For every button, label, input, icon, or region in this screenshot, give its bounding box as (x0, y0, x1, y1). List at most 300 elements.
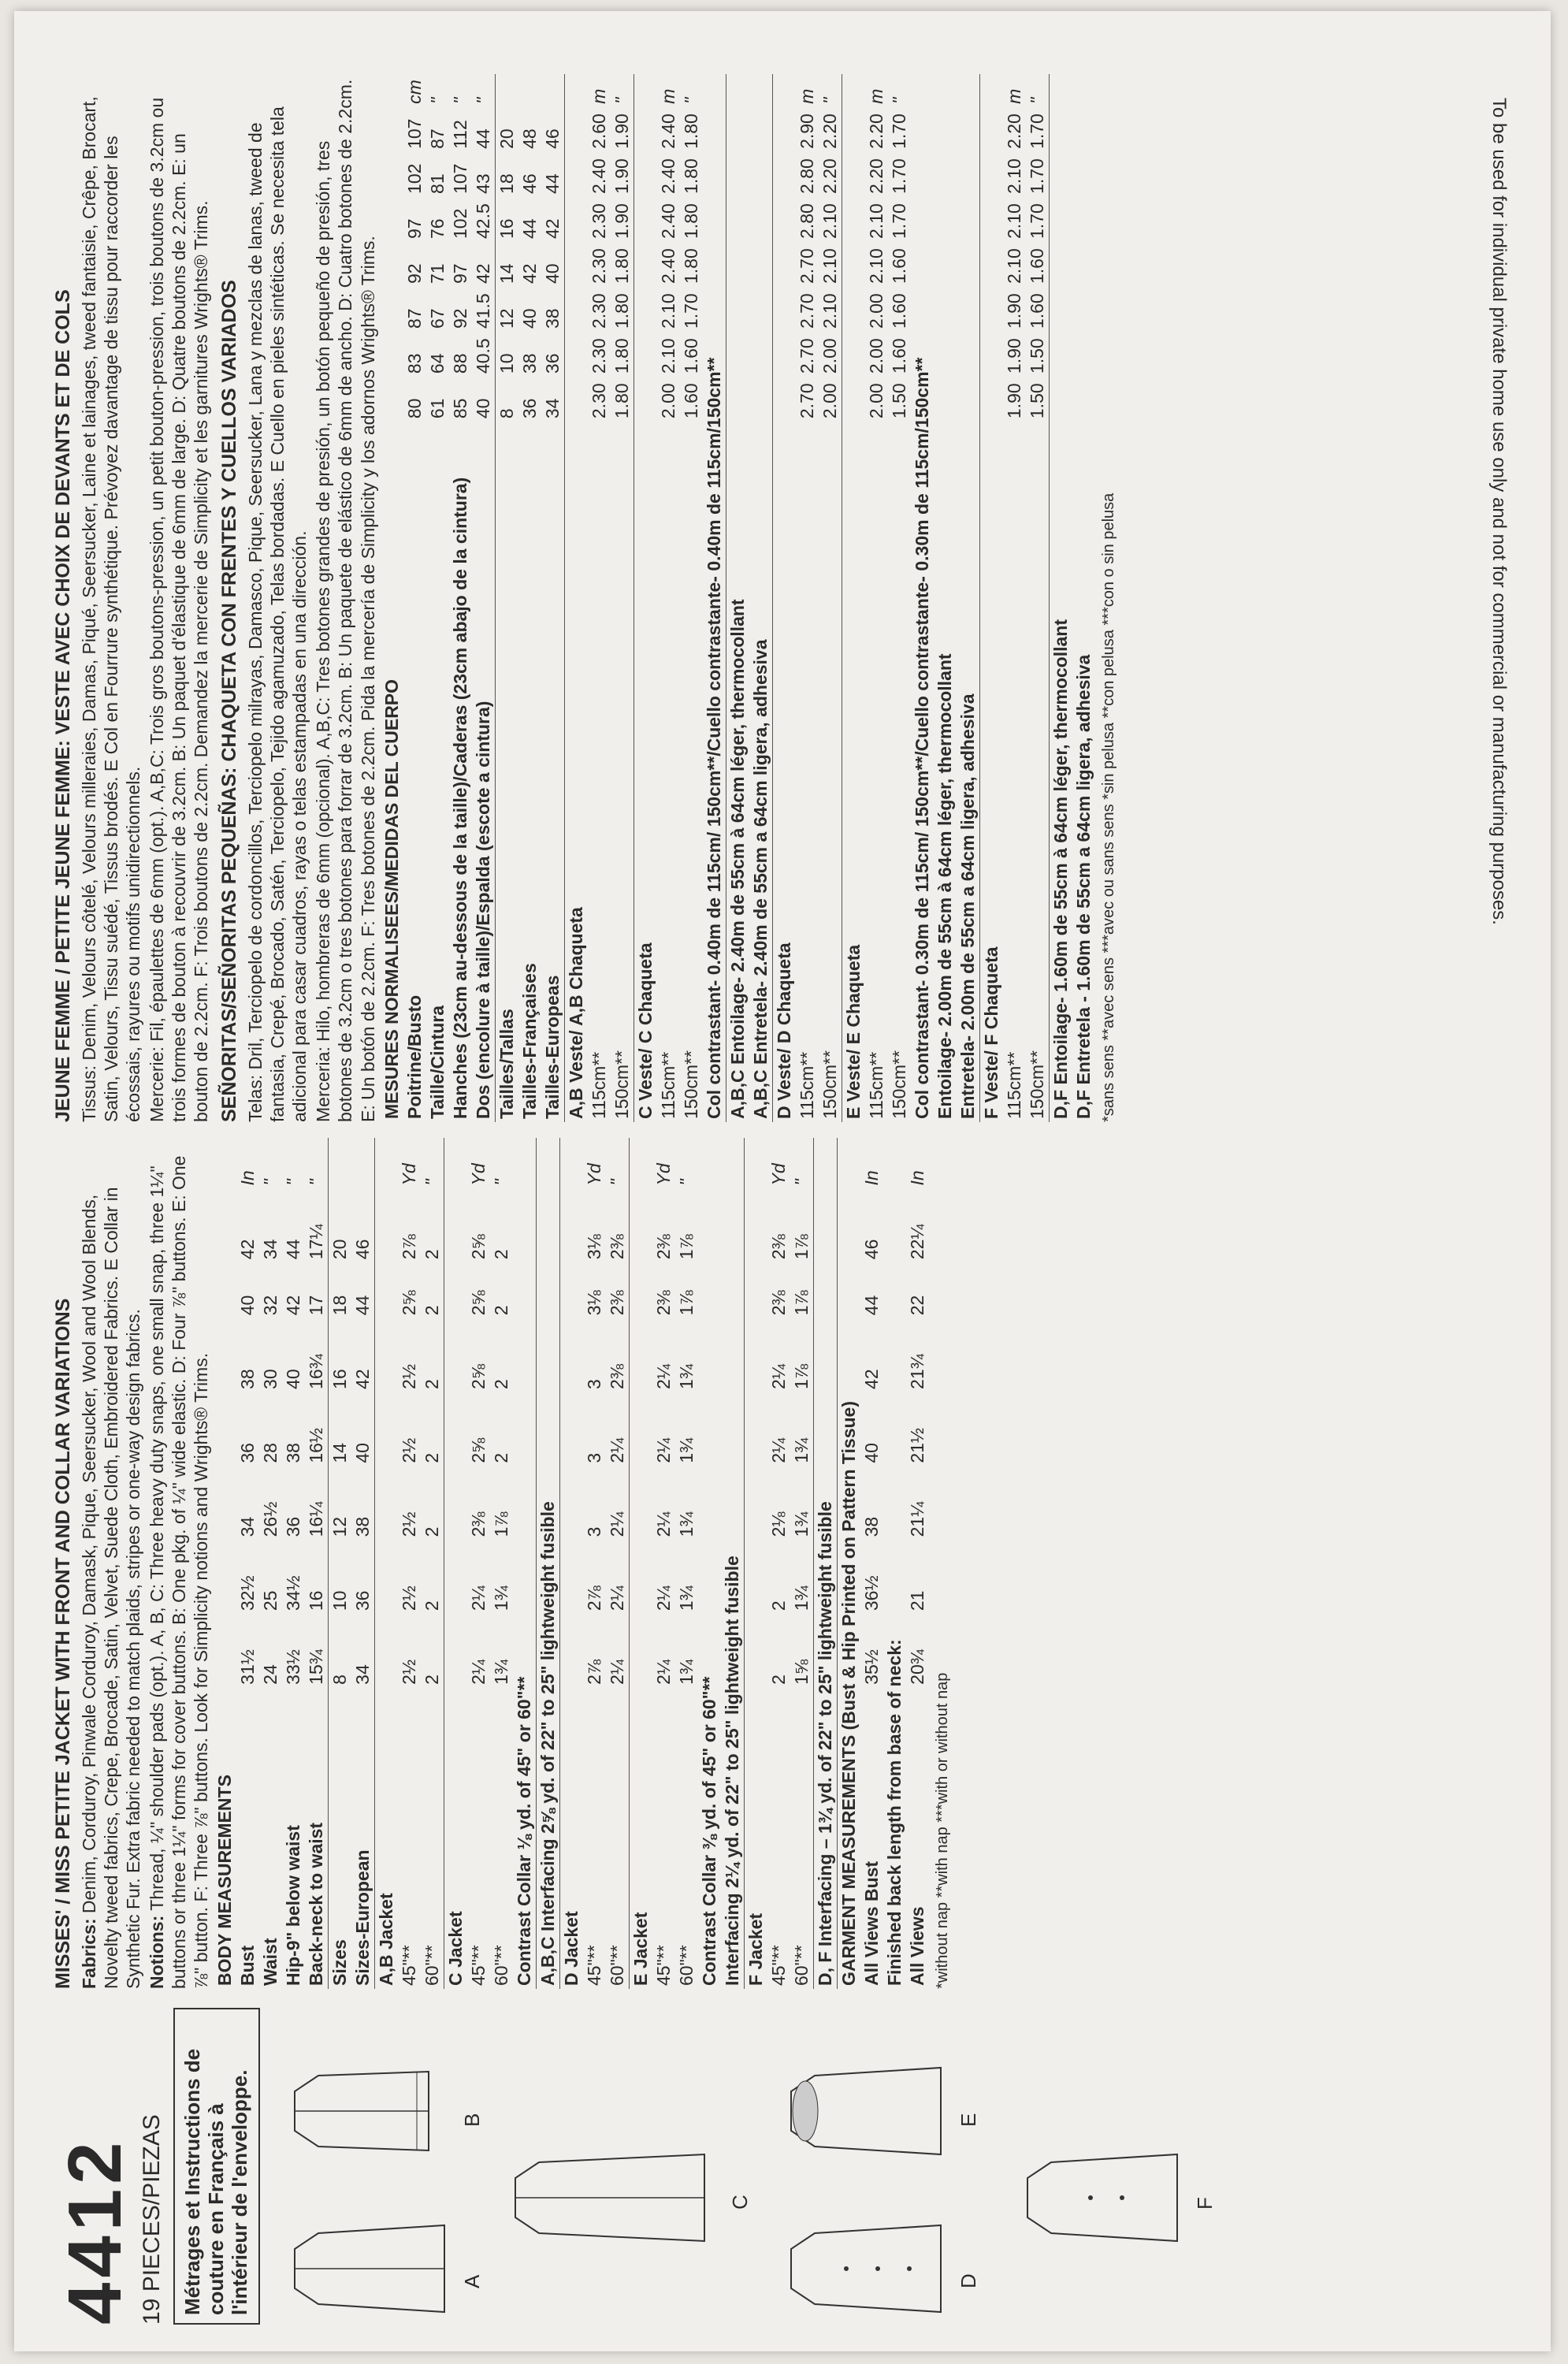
cell: 2.10 (657, 293, 678, 329)
entoilage-2-text: Entoilage- 2.00m de 55cm à 64cm léger, thermocollant (934, 653, 955, 1119)
cell: 42 (472, 263, 493, 284)
cell: 2.00 (865, 338, 886, 374)
cell: 8 (329, 1614, 352, 1688)
cell: 2¼ (607, 1437, 628, 1463)
body-row (282, 1138, 305, 1989)
metric-yardage-label (842, 74, 865, 1122)
cell: 2⅜ (607, 1290, 628, 1316)
row-label: 45"** (468, 1945, 489, 1986)
unit: cm (403, 80, 425, 104)
cell: 38 (861, 1516, 882, 1537)
yardage-row (606, 1138, 630, 1989)
unit: " (491, 1179, 512, 1186)
unit: Yd (399, 1163, 420, 1186)
cell: 1¾ (791, 1511, 812, 1537)
cell: 1¾ (676, 1363, 697, 1389)
unit: " (283, 1179, 304, 1186)
row-label: 60"** (676, 1945, 697, 1986)
unit: " (306, 1179, 327, 1186)
cell: 1.70 (680, 293, 701, 329)
cell: 2¼ (607, 1585, 628, 1611)
cell: 1.90 (1003, 383, 1024, 419)
cell: 2 (491, 1379, 512, 1389)
cell: 38 (237, 1369, 258, 1389)
cell: 1.80 (680, 248, 701, 284)
df-entretela-text: D,F Entretela - 1.60m de 55cm a 64cm ligera, adhesiva (1072, 654, 1094, 1119)
row-label: 115cm** (1003, 1051, 1024, 1119)
jacket-sketch-d (783, 2217, 949, 2320)
cell: 40 (518, 308, 540, 329)
cell: 44 (352, 1295, 373, 1316)
metric-title: MESURES NORMALISEES/MEDIDAS DEL CUERPO (381, 678, 402, 1119)
cell: 2 (422, 1600, 443, 1611)
yardage-label-text: C Jacket (444, 1138, 468, 1989)
yardage-label-text: F Jacket (745, 1138, 768, 1989)
cell: 22 (907, 1295, 928, 1316)
cell: 2⅜ (653, 1234, 674, 1260)
yardage-label-text: E Jacket (630, 1138, 653, 1989)
row-label: Back-neck to waist (306, 1822, 327, 1986)
cell: 12 (495, 287, 518, 332)
cell: 44 (518, 218, 540, 239)
cell: 40 (541, 263, 563, 284)
row-label: Hip-9" below waist (283, 1825, 304, 1986)
cell: 1.80 (611, 293, 632, 329)
cell: 97 (403, 218, 425, 239)
unit: m (1003, 88, 1024, 104)
yardage-label (444, 1138, 468, 1989)
contrast-collar-1-text: Contrast Collar ⅛ yd. of 45" or 60"** (514, 1676, 535, 1986)
finished-back (883, 1138, 906, 1989)
tailles-row (541, 74, 565, 1122)
cell: 2.00 (657, 383, 678, 419)
body-row (236, 1138, 259, 1989)
cell: 40 (861, 1443, 882, 1463)
cell: 40.5 (472, 338, 493, 374)
cell: 88 (449, 353, 470, 374)
view-label-e: E (956, 2113, 980, 2127)
left-column (46, 1997, 1535, 2336)
metric-yardage-row (796, 74, 819, 1122)
unit: " (607, 1179, 628, 1186)
cell: 2.00 (865, 383, 886, 419)
row-label: Tailles-Europeas (541, 975, 563, 1119)
abc-interfacing-text: A,B,C Interfacing 2⅝ yd. of 22" to 25" lightweight fusible (537, 1138, 560, 1989)
yardage-label-text: A,B Jacket (375, 1138, 399, 1989)
cell: 2.60 (588, 113, 609, 149)
cell: 8 (495, 377, 518, 422)
cell: 1.50 (888, 383, 909, 419)
cell: 1.80 (680, 203, 701, 239)
col-contrastant-1 (703, 74, 726, 1122)
unit: " (888, 97, 909, 104)
yardage-row (398, 1138, 421, 1989)
cell: 2¼ (768, 1437, 790, 1463)
row-label: All Views Bust (861, 1860, 882, 1986)
cell: 2⅜ (768, 1290, 790, 1316)
cell: 16 (329, 1318, 352, 1392)
cell: 1⅞ (791, 1234, 812, 1260)
row-label: Hanches (23cm au-dessous de la taille)/Caderas (23cm abajo de la cintura) (449, 477, 470, 1119)
row-label: Tailles-Françaises (518, 963, 540, 1119)
row-label: Poitrine/Busto (403, 994, 425, 1119)
cell: 2.40 (657, 203, 678, 239)
yardage-label (375, 1138, 399, 1989)
cell: 2⅜ (607, 1363, 628, 1389)
cell: 16 (306, 1590, 327, 1611)
cell: 21½ (907, 1427, 928, 1463)
cell: 1.90 (611, 158, 632, 194)
cell: 46 (541, 128, 563, 149)
cell: 25 (260, 1590, 281, 1611)
row-label: 150cm** (680, 1050, 701, 1119)
body-row (259, 1138, 282, 1989)
yardage-row (790, 1138, 814, 1989)
cell: 1.60 (680, 338, 701, 374)
unit: Yd (653, 1163, 674, 1186)
cell: 102 (449, 208, 470, 239)
cell: 10 (329, 1540, 352, 1614)
finished-back-text: Finished back length from base of neck: (884, 1639, 905, 1986)
cell: 20 (329, 1189, 352, 1263)
cell: 28 (260, 1443, 281, 1463)
cell: 1⅞ (791, 1363, 812, 1389)
cell: 34 (541, 398, 563, 419)
row-label: Sizes (329, 1688, 352, 1989)
cell: 2¼ (653, 1585, 674, 1611)
yardage-label (560, 1138, 584, 1989)
row-label: 150cm** (1026, 1050, 1047, 1119)
cell: 2⅝ (468, 1437, 489, 1463)
cell: 1.60 (888, 248, 909, 284)
cell: 107 (403, 118, 425, 149)
abc-entretela (749, 74, 773, 1122)
cell: 44 (472, 128, 493, 149)
cell: 2.00 (819, 338, 840, 374)
cell: 2¼ (607, 1659, 628, 1685)
cell: 1⅞ (491, 1511, 512, 1537)
cell: 2 (491, 1249, 512, 1260)
cell: 46 (518, 173, 540, 194)
cell: 2.30 (588, 293, 609, 329)
all-views-length (906, 1138, 929, 1989)
cell: 2.80 (796, 203, 817, 239)
cell: 2½ (399, 1437, 420, 1463)
unit: Yd (468, 1163, 489, 1186)
cell: 2.20 (819, 113, 840, 149)
cell: 2 (491, 1452, 512, 1463)
metric-yardage-label (772, 74, 796, 1122)
cell: 2.10 (865, 203, 886, 239)
garment-title-text: GARMENT MEASUREMENTS (Bust & Hip Printed on Pattern Tissue) (838, 1138, 861, 1989)
cell: 2¼ (653, 1437, 674, 1463)
misses-footnote: *without nap **with nap ***with or without nap (934, 1672, 952, 1989)
jacket-sketch-f (1020, 2147, 1185, 2249)
row-label: 115cm** (796, 1051, 817, 1119)
metric-yardage-label (634, 74, 657, 1122)
cell: 2.20 (1003, 113, 1024, 149)
cell: 36 (518, 398, 540, 419)
cell: 1.80 (611, 383, 632, 419)
usage-disclaimer: To be used for individual private home use only and not for commercial or manufacturing purposes. (1488, 98, 1510, 925)
metric-yardage-row (1003, 74, 1026, 1122)
cell: 2¼ (468, 1585, 489, 1611)
cell: 1.80 (611, 338, 632, 374)
cell: 1.60 (888, 293, 909, 329)
tailles-row (518, 74, 541, 1122)
cell: 2 (491, 1305, 512, 1316)
view-label-c: C (727, 2195, 752, 2210)
metric-table (381, 74, 1095, 1122)
telas-text: Telas: Dril, Terciopelo de cordoncillos, Terciopelo milrayas, Damasco, Pique, Seersucker, Lana y mezclas de lanas, tweed de fantasia, Crepé, Brocado, Satén, Terciopelo, Tejido agamuzado, Telas bordadas. E Cuello en pieles sintéticas. Se necesita tela adicional para casar cuadros, rayas o telas estampadas en una dirección. (245, 106, 310, 1122)
cell: 2.10 (1003, 203, 1024, 239)
cell: 36½ (861, 1575, 882, 1611)
cell: 2.70 (796, 383, 817, 419)
body-measurements-title: BODY MEASUREMENTS (214, 1775, 236, 1986)
df-interfacing-text: D, F Interfacing – 1¾ yd. of 22" to 25" lightweight fusible (814, 1138, 838, 1989)
cell: 16½ (306, 1427, 327, 1463)
tailles-row (495, 74, 518, 1122)
cell: 40 (352, 1443, 373, 1463)
cell: 102 (403, 163, 425, 194)
cell: 32 (260, 1295, 281, 1316)
cell: 2⅜ (653, 1290, 674, 1316)
cell: 3⅛ (584, 1290, 605, 1316)
cell: 21¾ (907, 1354, 928, 1389)
row-label: 45"** (399, 1945, 420, 1986)
pattern-number: 4412 (53, 2137, 137, 2325)
unit: In (861, 1170, 882, 1186)
cell: 61 (426, 398, 448, 419)
metric-yardage-label (564, 74, 588, 1122)
metric-footnote: *sans sens **avec sens ***avec ou sans sens *sin pelusa **con pelusa ***con o sin pelusa (1099, 492, 1117, 1122)
metric-yardage-row (611, 74, 634, 1122)
cell: 1.80 (680, 113, 701, 149)
cell: 1¾ (676, 1437, 697, 1463)
metric-yardage-label-text: F Veste/ F Chaqueta (979, 74, 1003, 1122)
row-label: 115cm** (865, 1051, 886, 1119)
unit: " (422, 1179, 443, 1186)
cell: 1.80 (611, 248, 632, 284)
cell: 1¾ (676, 1585, 697, 1611)
cell: 2⅞ (399, 1234, 420, 1260)
rotated-sheet (46, 50, 1535, 2336)
cell: 1.70 (888, 113, 909, 149)
row-label: Sizes-European (352, 1849, 373, 1986)
cell: 83 (403, 353, 425, 374)
unit: " (449, 97, 470, 104)
jacket-sketch-a (287, 2217, 452, 2320)
cell: 2 (768, 1674, 790, 1685)
abc-entoilage (726, 74, 749, 1122)
cell: 2½ (399, 1585, 420, 1611)
cell: 36 (541, 353, 563, 374)
cell: 32½ (237, 1575, 258, 1611)
cell: 33½ (283, 1649, 304, 1685)
metric-yardage-row (1026, 74, 1050, 1122)
cell: 43 (472, 173, 493, 194)
cell: 2⅝ (468, 1234, 489, 1260)
cell: 2¼ (607, 1511, 628, 1537)
unit (495, 74, 518, 107)
cell: 2.40 (657, 158, 678, 194)
notions-text: Notions: Thread, ¼" shoulder pads (opt.). A, B, C: Three heavy duty snaps, one small snap, three 1¼" buttons or three 1¼" forms for cover buttons. B: One pkg. of ¼" wide elastic. D: Four ⅞" buttons. E: One ⅞" button. F: Three ⅞" buttons. Look for Simplicity notions and Wrights® Trims. (147, 1155, 212, 1989)
row-label: 150cm** (611, 1050, 632, 1119)
cell: 2.00 (865, 293, 886, 329)
cell: 35½ (861, 1649, 882, 1685)
cell: 112 (449, 120, 470, 149)
cell: 12 (329, 1466, 352, 1541)
metric-row (472, 74, 496, 1122)
cell: 20¾ (907, 1649, 928, 1685)
cell: 3 (584, 1526, 605, 1537)
cell: 2.10 (819, 203, 840, 239)
metric-yardage-label-text: D Veste/ D Chaqueta (772, 74, 796, 1122)
sizes-row (329, 1138, 352, 1989)
cell: 1.50 (1026, 383, 1047, 419)
view-sketches (271, 1997, 1280, 2336)
metric-yardage-row (657, 74, 680, 1122)
metric-yardage-label-text: A,B Veste/ A,B Chaqueta (564, 74, 588, 1122)
entoilage-2 (934, 74, 957, 1122)
cell: 2 (422, 1526, 443, 1537)
spanish-title: SEÑORITAS/SEÑORITAS PEQUEÑAS: CHAQUETA CON FRENTES Y CUELLOS VARIADOS (218, 280, 241, 1122)
cell: 2.10 (819, 293, 840, 329)
cell: 2½ (399, 1511, 420, 1537)
cell: 1.60 (1026, 293, 1047, 329)
unit: In (907, 1170, 928, 1186)
yardage-label (745, 1138, 768, 1989)
entretela-2-text: Entretela- 2.00m de 55cm a 64cm ligera, adhesiva (957, 693, 978, 1119)
df-entoilage (1049, 74, 1072, 1122)
cell: 38 (541, 308, 563, 329)
cell: 2.30 (588, 383, 609, 419)
english-section (46, 1138, 1535, 1989)
unit (518, 74, 541, 107)
view-label-a: A (459, 2274, 484, 2288)
cell: 2.40 (657, 113, 678, 149)
unit: " (819, 97, 840, 104)
cell: 40 (472, 398, 493, 419)
cell: 2.40 (588, 158, 609, 194)
row-label: Taille/Cintura (426, 1005, 448, 1119)
cell: 2.30 (588, 338, 609, 374)
abc-interfacing (537, 1138, 560, 1989)
yardage-row (490, 1138, 513, 1989)
unit: m (796, 88, 817, 104)
row-label: All Views (907, 1906, 928, 1986)
cell: 2.70 (796, 293, 817, 329)
jacket-sketch-c (507, 2147, 712, 2249)
cell: 2¼ (768, 1363, 790, 1389)
yardage-label-text: D Jacket (560, 1138, 584, 1989)
cell: 34 (352, 1664, 373, 1685)
cell: 2⅝ (468, 1363, 489, 1389)
cell: 48 (518, 128, 540, 149)
cell: 1⅞ (676, 1290, 697, 1316)
cell: 42 (352, 1369, 373, 1389)
metric-yardage-row (680, 74, 703, 1122)
cell: 40 (283, 1369, 304, 1389)
cell: 16¼ (306, 1501, 327, 1537)
unit (541, 74, 565, 107)
cell: 34 (260, 1239, 281, 1260)
yardage-row (583, 1138, 606, 1989)
cell: 34½ (283, 1575, 304, 1611)
cell: 1.70 (888, 203, 909, 239)
cell: 2½ (399, 1363, 420, 1389)
cell: 2¼ (653, 1363, 674, 1389)
view-label-f: F (1192, 2197, 1217, 2210)
row-label: 60"** (607, 1945, 628, 1986)
french-instructions-note: Métrages et Instructions de couture en Français à l'intérieur de l'enveloppe. (173, 2008, 260, 2325)
metric-yardage-row (588, 74, 611, 1122)
pattern-envelope-back (14, 11, 1551, 2351)
unit (329, 1138, 352, 1189)
cell: 2.40 (657, 248, 678, 284)
yardage-row (675, 1138, 698, 1989)
cell: 2.30 (588, 203, 609, 239)
cell: 17¼ (306, 1224, 327, 1260)
col-contrastant-2 (911, 74, 934, 1122)
cell: 44 (283, 1239, 304, 1260)
abc-entoilage-text: A,B,C Entoilage- 2.40m de 55cm à 64cm léger, thermocollant (726, 74, 749, 1122)
cell: 1.60 (1026, 248, 1047, 284)
contrast-collar-2 (698, 1138, 721, 1989)
cell: 2⅞ (584, 1659, 605, 1685)
tissus-text: Tissus: Denim, Velours côtelé, Velours milleraies, Damas, Piqué, Seersucker, Laine et lainages, tweed fantaisie, Crêpe, Brocart, Satin, Velours, Tissu suédé, Tissus brodés. E Col en Fourrure synthétique. Prévoyez davantage de tissu pour raccorder les écossais, rayures ou motifs unidirectionnels. (79, 96, 144, 1122)
cell: 2 (422, 1379, 443, 1389)
cell: 1¾ (491, 1585, 512, 1611)
row-label: Dos (encolure à taille)/Espalda (escote a cintura) (472, 701, 493, 1119)
cell: 42 (518, 263, 540, 284)
cell: 2⅝ (399, 1290, 420, 1316)
cell: 14 (329, 1392, 352, 1466)
row-label: 60"** (791, 1945, 812, 1986)
view-label-d: D (956, 2273, 980, 2288)
metric-yardage-label-text: C Veste/ C Chaqueta (634, 74, 657, 1122)
unit: m (657, 88, 678, 104)
row-label: Bust (237, 1945, 258, 1986)
cell: 1¾ (676, 1659, 697, 1685)
cell: 44 (861, 1295, 882, 1316)
cell: 38 (518, 353, 540, 374)
cell: 2.90 (796, 113, 817, 149)
cell: 34 (237, 1516, 258, 1537)
cell: 2⅞ (584, 1585, 605, 1611)
cell: 107 (449, 163, 470, 194)
cell: 1¾ (676, 1511, 697, 1537)
unit: " (676, 1179, 697, 1186)
cell: 42 (861, 1369, 882, 1389)
cell: 2.10 (865, 248, 886, 284)
interfacing-2 (721, 1138, 745, 1989)
row-label: 45"** (768, 1945, 790, 1986)
jacket-sketch-e (783, 2060, 949, 2162)
yardage-row (421, 1138, 444, 1989)
cell: 3⅛ (584, 1234, 605, 1260)
df-entretela (1072, 74, 1095, 1122)
row-label: Tailles/Tallas (495, 422, 518, 1122)
cell: 17 (306, 1295, 327, 1316)
cell: 2⅜ (768, 1234, 790, 1260)
cell: 2⅝ (468, 1290, 489, 1316)
misses-title: MISSES' / MISS PETITE JACKET WITH FRONT AND COLLAR VARIATIONS (52, 1298, 74, 1989)
garment-title (838, 1138, 861, 1989)
unit: m (865, 88, 886, 104)
cell: 1.70 (888, 158, 909, 194)
cell: 3 (584, 1379, 605, 1389)
